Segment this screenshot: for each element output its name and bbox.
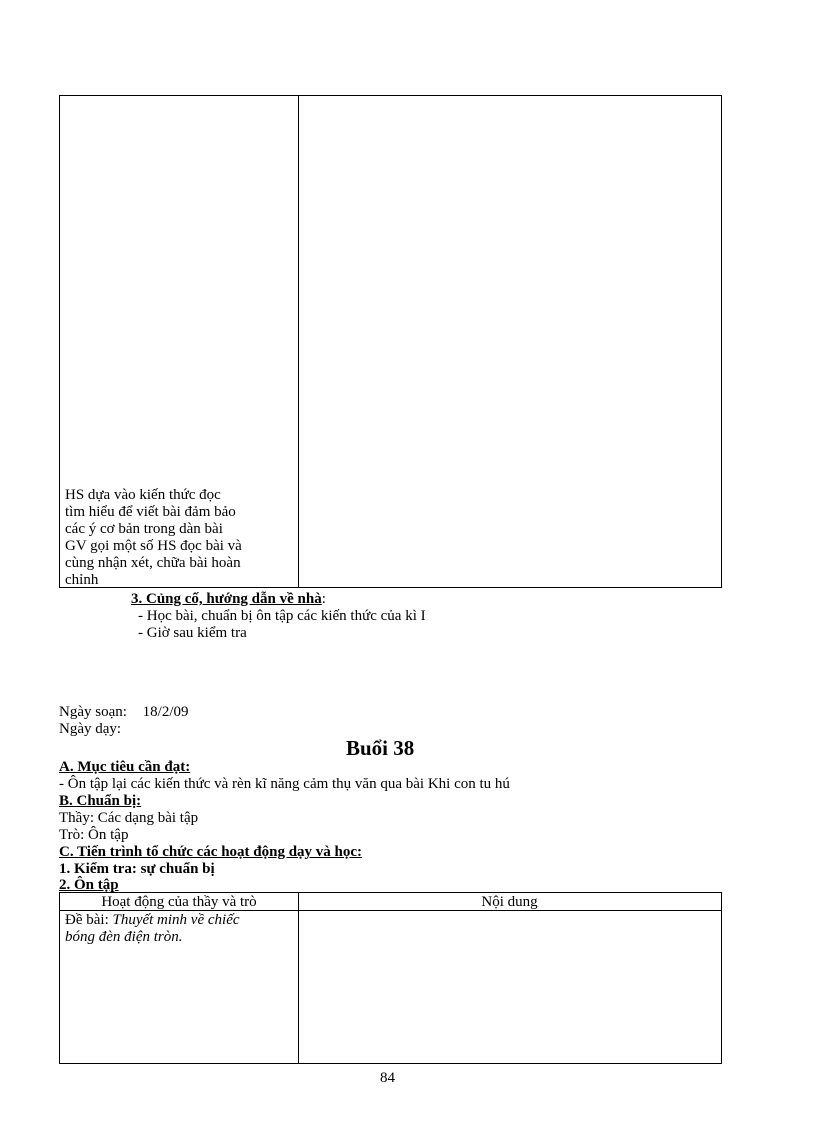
activities-col1-header: Hoạt động của thầy và trò	[101, 894, 257, 910]
cell-line: chỉnh	[65, 572, 99, 588]
cell-line: GV gọi một số HS đọc bài và	[65, 538, 242, 554]
cell-line: các ý cơ bản trong dàn bài	[65, 521, 223, 537]
cell-line: cùng nhận xét, chữa bài hoàn	[65, 555, 241, 571]
cell-line: HS dựa vào kiến thức đọc	[65, 487, 221, 503]
prompt-text-line2: bóng đèn điện tròn.	[65, 929, 183, 945]
section-a-heading: A. Mục tiêu cần đạt:	[59, 759, 191, 775]
section-c-step1: 1. Kiểm tra: sự chuẩn bị	[59, 861, 215, 877]
section-a-text: - Ôn tập lại các kiến thức và rèn kĩ năng cảm thụ văn qua bài Khi con tu hú	[59, 776, 510, 792]
consolidation-item: - Giờ sau kiểm tra	[138, 625, 247, 641]
activities-table-divider	[298, 892, 299, 1063]
activities-prompt	[65, 912, 295, 946]
consolidation-heading	[131, 591, 326, 608]
page-number: 84	[380, 1070, 395, 1086]
section-c-step2: 2. Ôn tập	[59, 877, 119, 893]
section-b-teacher: Thầy: Các dạng bài tập	[59, 810, 199, 826]
section-b-heading: B. Chuẩn bị:	[59, 793, 142, 809]
section-b-student: Trò: Ôn tập	[59, 827, 129, 843]
cell-line: tìm hiểu để viết bài đảm bảo	[65, 504, 236, 520]
consolidation-item: - Học bài, chuẩn bị ôn tập các kiến thức của kì I	[138, 608, 426, 624]
prompt-label: Đề bài:	[65, 912, 113, 928]
prep-date	[59, 704, 189, 721]
consolidation-colon: :	[321, 591, 326, 607]
top-table-divider	[298, 95, 299, 587]
prep-date-value: 18/2/09	[142, 704, 189, 720]
top-table-left-cell	[65, 487, 295, 589]
section-c-heading: C. Tiến trình tổ chức các hoạt động dạy và học:	[59, 844, 363, 860]
teach-date-label: Ngày dạy:	[59, 721, 122, 737]
prompt-text-line1: Thuyết minh về chiếc	[112, 912, 240, 928]
session-title: Buổi 38	[346, 736, 415, 760]
activities-col2-header: Nội dung	[481, 894, 538, 910]
consolidation-heading-text: 3. Củng cố, hướng dẫn về nhà	[131, 591, 322, 607]
prep-date-label: Ngày soạn:	[59, 704, 127, 720]
